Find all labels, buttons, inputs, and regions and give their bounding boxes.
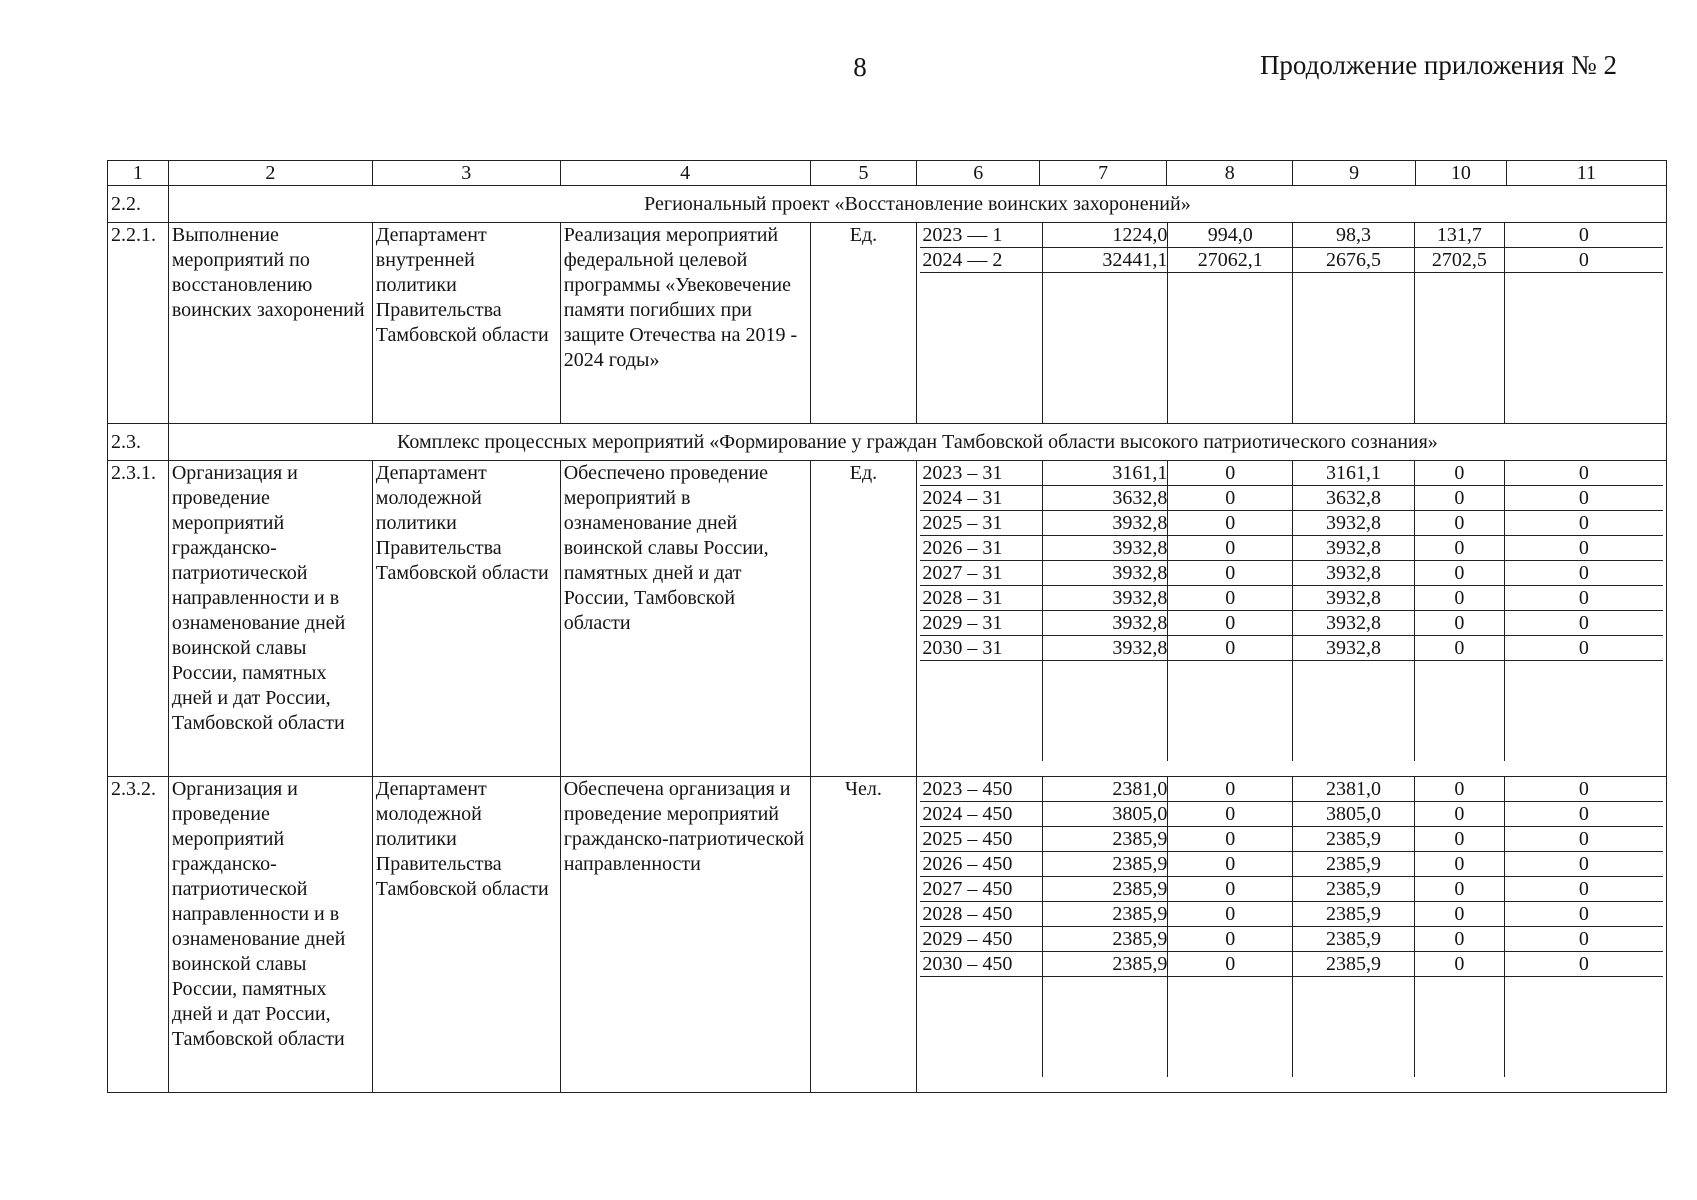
value-other: 0 [1504,902,1663,927]
value-total: 2385,9 [1042,902,1168,927]
value-federal: 0 [1168,802,1293,827]
value-other: 0 [1504,877,1663,902]
value-federal: 0 [1168,827,1293,852]
section-row [108,186,1667,223]
value-total: 2385,9 [1042,877,1168,902]
section-row [108,424,1667,461]
section-number: 2.2. [108,186,169,223]
year-target: 2027 – 31 [920,561,1042,586]
value-local: 2702,5 [1414,248,1504,273]
value-local: 0 [1414,486,1504,511]
column-number-row [108,161,1667,186]
year-row [920,927,1663,952]
yearly-values [917,461,1667,777]
program-table [107,160,1667,1093]
value-local: 0 [1414,827,1504,852]
value-local: 131,7 [1414,223,1504,248]
page-number: 8 [853,52,867,82]
value-federal: 0 [1168,777,1293,802]
year-row [920,611,1663,636]
value-local: 0 [1414,777,1504,802]
year-row [920,777,1663,802]
column-header: 3 [372,161,560,186]
year-row [920,952,1663,977]
value-regional: 3932,8 [1293,561,1415,586]
value-federal: 0 [1168,561,1293,586]
year-target: 2023 — 1 [920,223,1042,248]
year-row [920,877,1663,902]
table-row [108,777,1667,1093]
value-federal: 0 [1168,852,1293,877]
value-total: 2381,0 [1042,777,1168,802]
column-header: 2 [168,161,372,186]
row-number: 2.3.2. [108,777,169,1093]
year-row [920,636,1663,661]
value-other: 0 [1504,486,1663,511]
yearly-values [917,777,1667,1093]
value-other: 0 [1504,536,1663,561]
value-regional: 3632,8 [1293,486,1415,511]
value-local: 0 [1414,927,1504,952]
year-row [920,586,1663,611]
value-regional: 2385,9 [1293,927,1415,952]
value-total: 1224,0 [1042,223,1168,248]
value-regional: 3932,8 [1293,511,1415,536]
year-target: 2024 – 450 [920,802,1042,827]
column-header: 7 [1040,161,1167,186]
unit: Чел. [810,777,917,1093]
value-regional: 98,3 [1293,223,1415,248]
year-row [920,802,1663,827]
value-regional: 3805,0 [1293,802,1415,827]
column-header: 5 [810,161,917,186]
year-target: 2026 – 450 [920,852,1042,877]
value-federal: 0 [1168,952,1293,977]
value-federal: 0 [1168,927,1293,952]
value-federal: 27062,1 [1168,248,1293,273]
value-total: 3932,8 [1042,611,1168,636]
activity-name: Организация и проведение мероприятий гражданско-патриотической направленности и в ознаменование дней воинской славы России, памятных дней и дат России, Тамбовской области [168,777,372,1093]
column-header: 6 [917,161,1040,186]
year-target: 2025 – 450 [920,827,1042,852]
value-total: 3161,1 [1042,461,1168,486]
value-regional: 2676,5 [1293,248,1415,273]
column-header: 8 [1167,161,1293,186]
year-target: 2030 – 450 [920,952,1042,977]
value-regional: 2385,9 [1293,827,1415,852]
year-target: 2025 – 31 [920,511,1042,536]
value-local: 0 [1414,561,1504,586]
value-federal: 0 [1168,636,1293,661]
value-federal: 0 [1168,586,1293,611]
value-local: 0 [1414,586,1504,611]
value-other: 0 [1504,511,1663,536]
yearly-values [917,223,1667,424]
value-local: 0 [1414,536,1504,561]
value-regional: 3932,8 [1293,536,1415,561]
value-other: 0 [1504,952,1663,977]
year-target: 2023 – 31 [920,461,1042,486]
year-target: 2028 – 31 [920,586,1042,611]
value-regional: 2385,9 [1293,952,1415,977]
year-target: 2030 – 31 [920,636,1042,661]
value-total: 3932,8 [1042,536,1168,561]
year-row [920,511,1663,536]
value-regional: 3932,8 [1293,611,1415,636]
executor: Департамент молодежной политики Правительства Тамбовской области [372,777,560,1093]
value-other: 0 [1504,561,1663,586]
value-local: 0 [1414,902,1504,927]
executor: Департамент внутренней политики Правительства Тамбовской области [372,223,560,424]
value-other: 0 [1504,586,1663,611]
value-other: 0 [1504,802,1663,827]
value-total: 2385,9 [1042,852,1168,877]
value-local: 0 [1414,952,1504,977]
value-other: 0 [1504,611,1663,636]
value-regional: 2385,9 [1293,852,1415,877]
section-title: Региональный проект «Восстановление воинских захоронений» [168,186,1666,223]
value-other: 0 [1504,852,1663,877]
value-other: 0 [1504,223,1663,248]
year-target: 2029 – 450 [920,927,1042,952]
year-target: 2029 – 31 [920,611,1042,636]
activity-name: Организация и проведение мероприятий гражданско-патриотической направленности и в ознаменование дней воинской славы России, памятных дней и дат России, Тамбовской области [168,461,372,777]
year-row [920,536,1663,561]
value-federal: 994,0 [1168,223,1293,248]
value-total: 3932,8 [1042,586,1168,611]
year-row [920,461,1663,486]
year-row [920,248,1663,273]
value-federal: 0 [1168,611,1293,636]
value-other: 0 [1504,827,1663,852]
value-other: 0 [1504,927,1663,952]
executor: Департамент молодежной политики Правительства Тамбовской области [372,461,560,777]
year-target: 2023 – 450 [920,777,1042,802]
row-number: 2.3.1. [108,461,169,777]
value-regional: 3932,8 [1293,636,1415,661]
activity-name: Выполнение мероприятий по восстановлению воинских захоронений [168,223,372,424]
value-local: 0 [1414,511,1504,536]
value-total: 2385,9 [1042,952,1168,977]
year-target: 2024 – 31 [920,486,1042,511]
value-regional: 2381,0 [1293,777,1415,802]
value-total: 3932,8 [1042,636,1168,661]
value-regional: 2385,9 [1293,902,1415,927]
section-number: 2.3. [108,424,169,461]
table-row [108,223,1667,424]
expected-result: Реализация мероприятий федеральной целевой программы «Увековечение памяти погибших при защите Отечества на 2019 - 2024 годы» [560,223,810,424]
value-total: 2385,9 [1042,827,1168,852]
column-header: 10 [1416,161,1507,186]
section-title: Комплекс процессных мероприятий «Формирование у граждан Тамбовской области высокого патриотического сознания» [168,424,1666,461]
value-federal: 0 [1168,902,1293,927]
year-target: 2027 – 450 [920,877,1042,902]
value-local: 0 [1414,611,1504,636]
year-row [920,902,1663,927]
year-target: 2024 — 2 [920,248,1042,273]
year-row [920,827,1663,852]
column-header: 1 [108,161,169,186]
column-header: 11 [1506,161,1666,186]
value-other: 0 [1504,461,1663,486]
value-regional: 2385,9 [1293,877,1415,902]
value-federal: 0 [1168,877,1293,902]
value-total: 32441,1 [1042,248,1168,273]
value-total: 3932,8 [1042,511,1168,536]
unit: Ед. [810,223,917,424]
row-number: 2.2.1. [108,223,169,424]
value-local: 0 [1414,802,1504,827]
value-total: 3805,0 [1042,802,1168,827]
year-target: 2028 – 450 [920,902,1042,927]
expected-result: Обеспечена организация и проведение мероприятий гражданско-патриотической направленности [560,777,810,1093]
value-regional: 3932,8 [1293,586,1415,611]
value-regional: 3161,1 [1293,461,1415,486]
value-other: 0 [1504,777,1663,802]
year-row [920,486,1663,511]
value-local: 0 [1414,877,1504,902]
value-other: 0 [1504,636,1663,661]
value-local: 0 [1414,461,1504,486]
year-row [920,852,1663,877]
year-target: 2026 – 31 [920,536,1042,561]
value-other: 0 [1504,248,1663,273]
value-federal: 0 [1168,511,1293,536]
unit: Ед. [810,461,917,777]
value-federal: 0 [1168,536,1293,561]
column-header: 4 [560,161,810,186]
value-federal: 0 [1168,486,1293,511]
column-header: 9 [1293,161,1416,186]
value-total: 3632,8 [1042,486,1168,511]
value-total: 3932,8 [1042,561,1168,586]
appendix-continuation-label: Продолжение приложения № 2 [1259,50,1617,80]
value-local: 0 [1414,852,1504,877]
year-row [920,223,1663,248]
table-row [108,461,1667,777]
value-federal: 0 [1168,461,1293,486]
year-row [920,561,1663,586]
value-total: 2385,9 [1042,927,1168,952]
value-local: 0 [1414,636,1504,661]
expected-result: Обеспечено проведение мероприятий в ознаменование дней воинской славы России, памятных дней и дат России, Тамбовской области [560,461,810,777]
